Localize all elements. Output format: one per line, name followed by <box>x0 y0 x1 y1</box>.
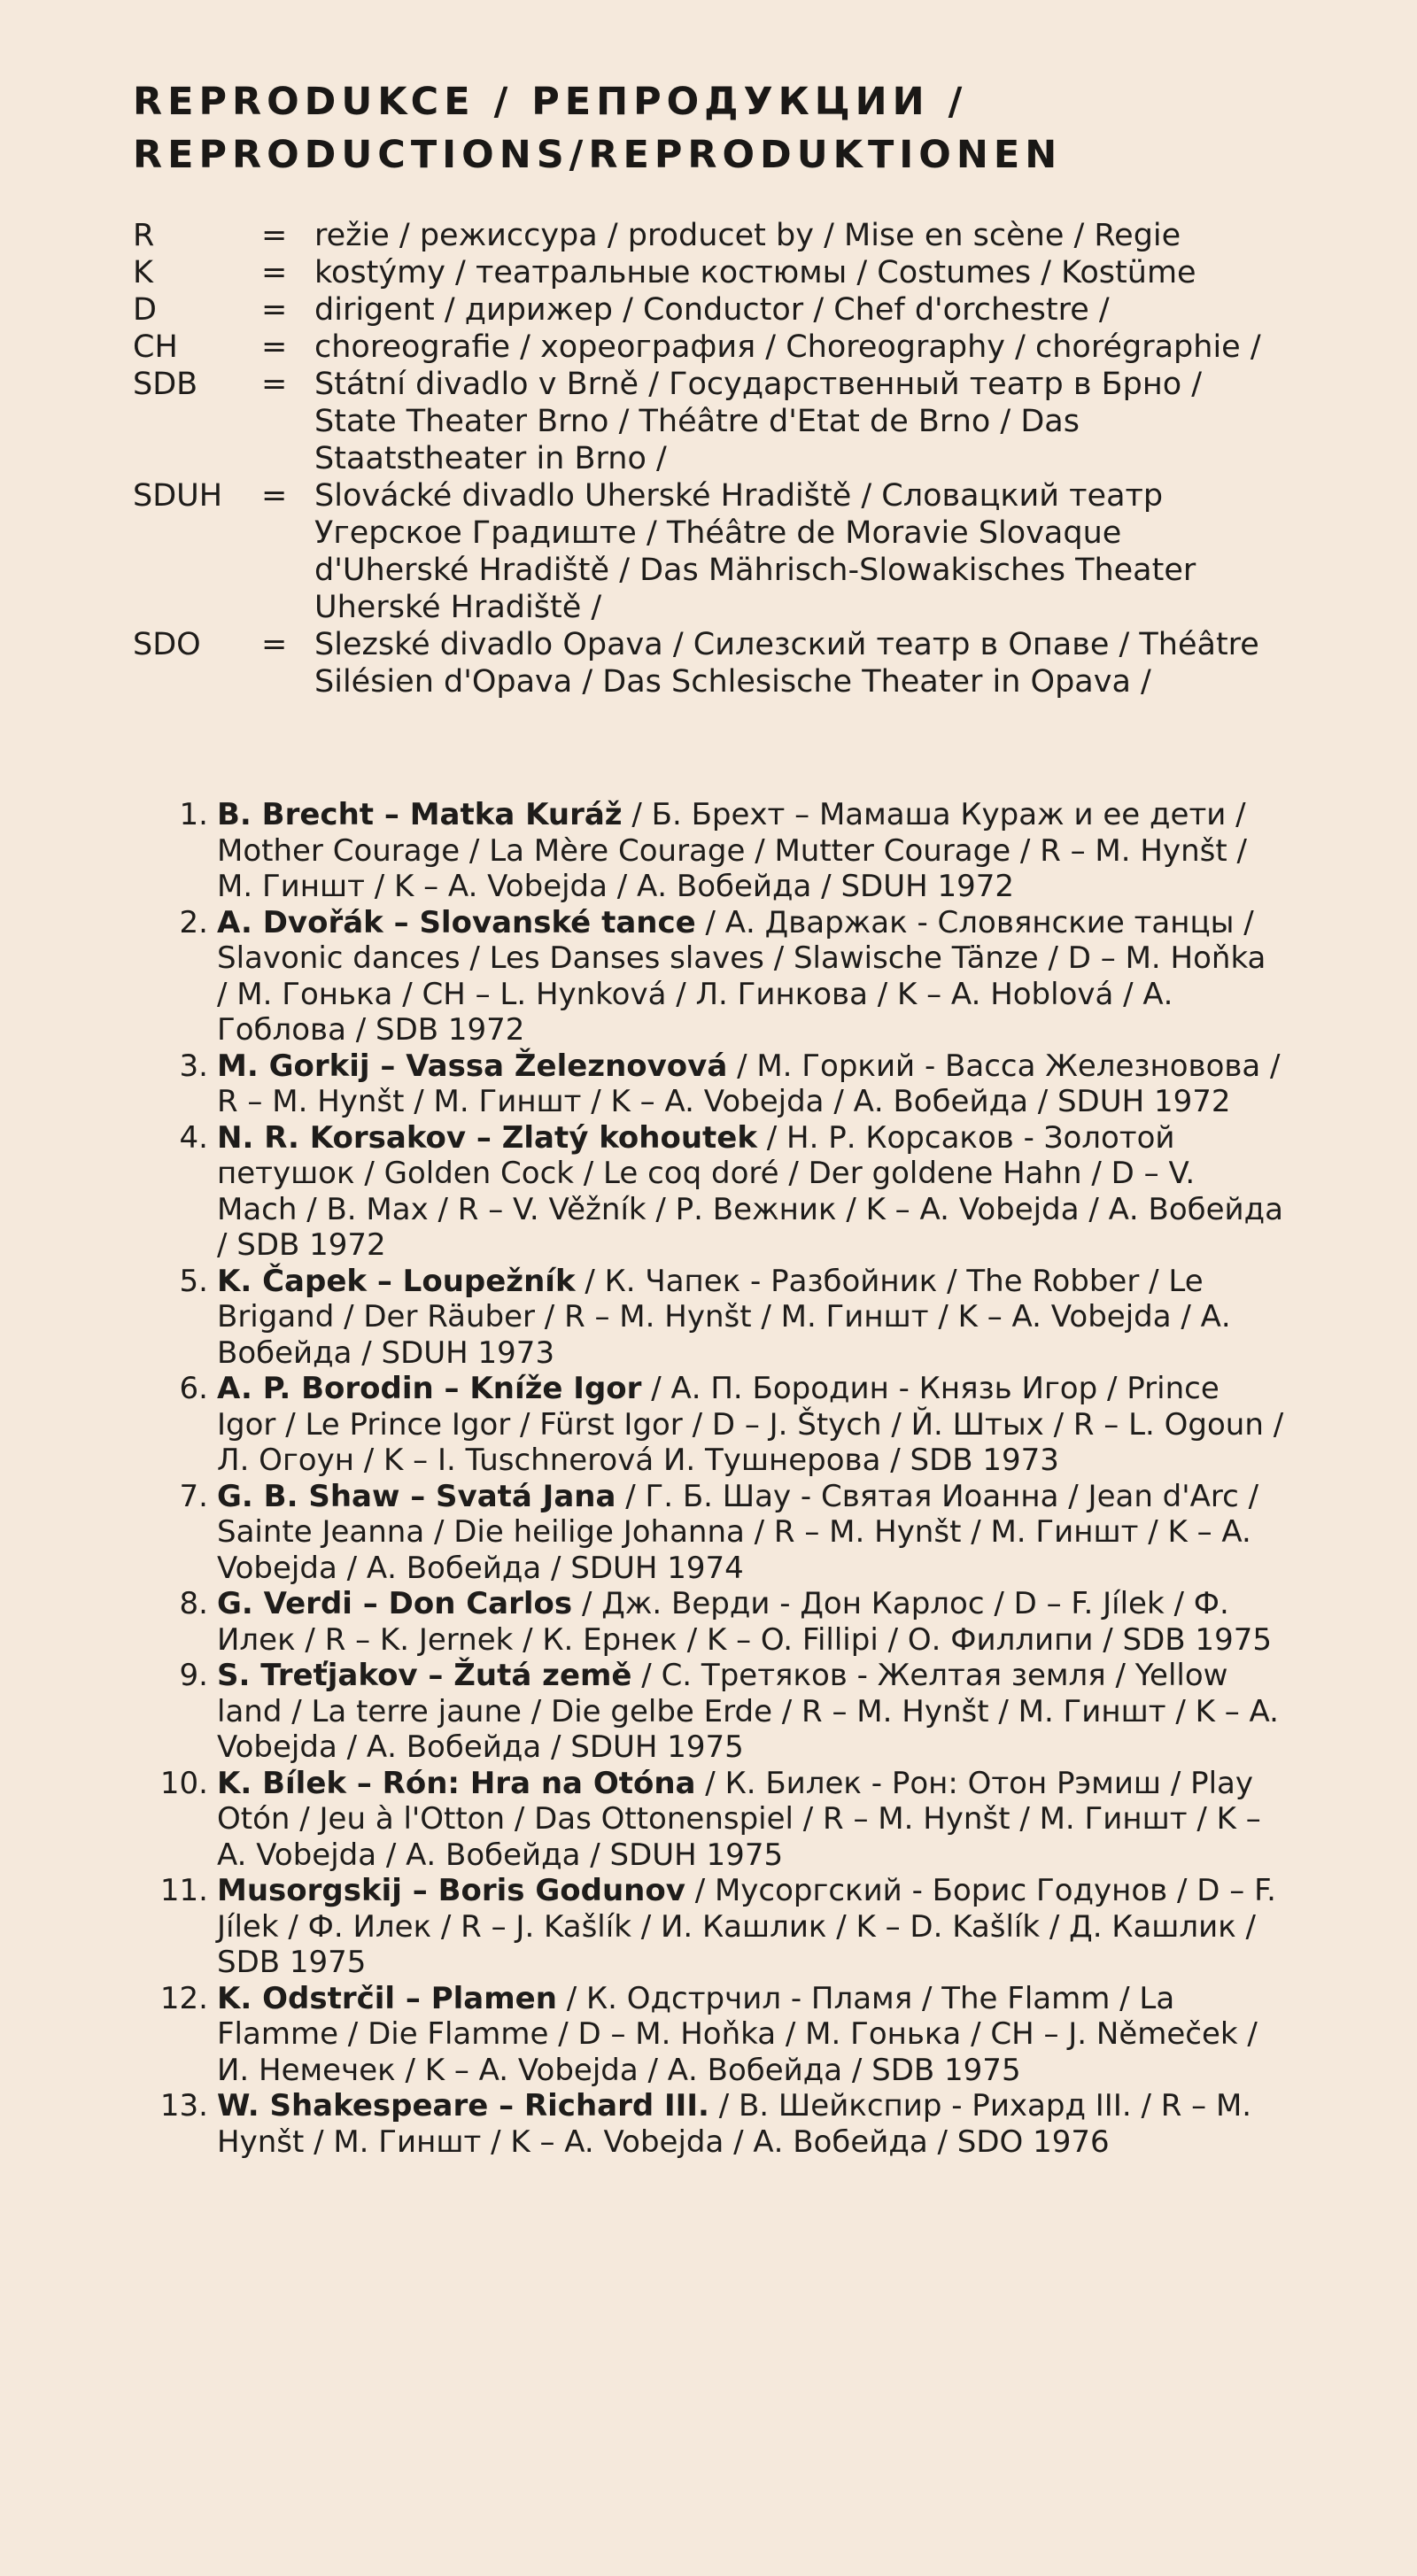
legend-row <box>133 366 1284 477</box>
item-number: 4. <box>179 1119 208 1156</box>
legend-equals: = <box>261 627 288 662</box>
legend-definition: dirigent / дирижер / Conductor / Chef d'orchestre / <box>314 292 1110 328</box>
legend-definition: Slezské divadlo Opava / Силезский театр в Опаве / Théâtre Silésien d'Opava / Das Schlesische Theater in Opava / <box>314 627 1259 700</box>
legend-row <box>133 217 1284 254</box>
abbreviation-legend <box>133 217 1284 700</box>
item-number: 13. <box>159 2088 208 2123</box>
list-item <box>142 1264 1284 1372</box>
list-item <box>142 797 1284 905</box>
legend-definition: Slovácké divadlo Uherské Hradiště / Словацкий театр Угерское Градиште / Théâtre de Moravie Slovaque d'Uherské Hradiště / Das Mährisch-Slowakisches Theater Uherské Hradiště / <box>314 478 1196 625</box>
item-number: 1. <box>179 797 208 832</box>
title-line-1: REPRODUKCE / РЕПРОДУКЦИИ / <box>133 80 968 124</box>
legend-abbr: K <box>133 255 153 290</box>
legend-row <box>133 254 1284 291</box>
title-line-2: REPRODUCTIONS/REPRODUKTIONEN <box>133 133 1063 177</box>
item-details: / Б. Брехт – Мамаша Кураж и ее дети / Mother Courage / La Mère Courage / Mutter Courage / R – M. Hynšt / М. Гиншт / K – A. Vobejda / А. Вобейда / SDUH 1972 <box>217 797 1247 904</box>
page-title <box>133 75 1062 182</box>
legend-row <box>133 626 1284 700</box>
item-number: 3. <box>179 1048 208 1084</box>
reproductions-list <box>142 797 1284 2160</box>
list-item <box>142 1479 1284 1587</box>
item-title: G. B. Shaw – Svatá Jana <box>217 1478 616 1514</box>
item-title: Musorgskij – Boris Godunov <box>217 1873 685 1908</box>
item-details: / Г. Б. Шау - Святая Иоанна / Jean d'Arc / Sainte Jeanna / Die heilige Johanna / R – M. Hynšt / М. Гиншт / K – A. Vobejda / А. Вобейда / SDUH 1974 <box>217 1478 1259 1586</box>
item-details: / Мусоргский - Борис Годунов / D – F. Jílek / Ф. Илек / R – J. Kašlík / И. Кашлик / K – D. Kašlík / Д. Кашлик / SDB 1975 <box>217 1873 1276 1980</box>
list-item <box>142 1873 1284 1981</box>
list-item <box>142 1658 1284 1766</box>
list-item <box>142 1371 1284 1479</box>
item-number: 12. <box>159 1980 208 2016</box>
item-details: / С. Третяков - Желтая земля / Yellow land / La terre jaune / Die gelbe Erde / R – M. Hynšt / М. Гиншт / K – A. Vobejda / А. Вобейда / SDUH 1975 <box>217 1658 1279 1765</box>
list-item <box>142 1766 1284 1874</box>
item-details: / К. Чапек - Разбойник / The Robber / Le Brigand / Der Räuber / R – M. Hynšt / М. Гиншт / K – A. Vobejda / А. Вобейда / SDUH 1973 <box>217 1263 1231 1371</box>
legend-abbr: R <box>133 218 155 253</box>
list-item <box>142 1048 1284 1120</box>
legend-abbr: SDUH <box>133 478 223 514</box>
item-number: 6. <box>179 1371 208 1406</box>
item-number: 7. <box>179 1478 208 1514</box>
legend-abbr: D <box>133 292 157 328</box>
item-details: / Дж. Верди - Дон Карлос / D – F. Jílek / Ф. Илек / R – K. Jernek / К. Ернек / K – O. Fillipi / О. Филлипи / SDB 1975 <box>217 1586 1272 1658</box>
legend-equals: = <box>261 478 288 514</box>
item-number: 2. <box>179 904 208 940</box>
legend-definition: Státní divadlo v Brně / Государственный театр в Брно / State Theater Brno / Théâtre d'Etat de Brno / Das Staatstheater in Brno / <box>314 367 1203 476</box>
legend-definition: choreografie / хореография / Choreography / chorégraphie / <box>314 329 1261 365</box>
item-number: 10. <box>159 1765 208 1801</box>
list-item <box>142 1586 1284 1658</box>
legend-equals: = <box>261 367 288 402</box>
item-details: / А. Дваржак - Словянские танцы / Slavonic dances / Les Danses slaves / Slawische Tänze / D – M. Hoňka / М. Гонька / CH – L. Hynková / Л. Гинкова / K – A. Hoblová / А. Гоблова / SDB 1972 <box>217 904 1266 1048</box>
legend-definition: režie / режиссура / producet by / Mise en scène / Regie <box>314 218 1181 253</box>
list-item <box>142 1981 1284 2089</box>
legend-abbr: SDO <box>133 627 201 662</box>
item-title: M. Gorkij – Vassa Železnovová <box>217 1048 728 1084</box>
legend-equals: = <box>261 292 288 328</box>
item-details: / А. П. Бородин - Князь Игор / Prince Igor / Le Prince Igor / Fürst Igor / D – J. Štych / Й. Штых / R – L. Ogoun / Л. Огоун / K – I. Tuschnerová И. Тушнерова / SDB 1973 <box>217 1371 1284 1478</box>
item-number: 9. <box>179 1658 208 1693</box>
item-number: 8. <box>179 1586 208 1621</box>
legend-row <box>133 291 1284 329</box>
item-title: K. Bílek – Rón: Hra na Otóna <box>217 1765 696 1801</box>
item-details: / В. Шейкспир - Рихард III. / R – M. Hynšt / М. Гиншт / K – A. Vobejda / А. Вобейда / SDO 1976 <box>217 2088 1252 2160</box>
item-title: W. Shakespeare – Richard III. <box>217 2088 709 2123</box>
item-title: K. Čapek – Loupežník <box>217 1263 576 1299</box>
legend-equals: = <box>261 255 288 290</box>
legend-row <box>133 329 1284 366</box>
legend-abbr: CH <box>133 329 178 365</box>
item-title: N. R. Korsakov – Zlatý kohoutek <box>217 1119 757 1156</box>
legend-abbr: SDB <box>133 367 198 402</box>
item-number: 11. <box>159 1873 208 1908</box>
item-details: / М. Горкий - Васса Железновова / R – M. Hynšt / М. Гиншт / K – A. Vobejda / А. Вобейда / SDUH 1972 <box>217 1048 1281 1119</box>
item-details: / К. Билек - Рон: Отон Рэмиш / Play Otón / Jeu à l'Otton / Das Ottonenspiel / R – M. Hynšt / М. Гиншт / K – A. Vobejda / А. Вобейда / SDUH 1975 <box>217 1765 1261 1873</box>
list-item <box>142 1120 1284 1264</box>
list-item <box>142 2088 1284 2160</box>
item-number: 5. <box>179 1263 208 1299</box>
list-item <box>142 905 1284 1048</box>
item-details: / К. Одстрчил - Пламя / The Flamm / La Flamme / Die Flamme / D – M. Hoňka / М. Гонька / CH – J. Němeček / И. Немечек / K – A. Vobejda / А. Вобейда / SDB 1975 <box>217 1980 1258 2088</box>
legend-definition: kostýmy / театральные костюмы / Costumes / Kostüme <box>314 255 1196 290</box>
legend-equals: = <box>261 218 288 253</box>
item-details: / Н. Р. Корсаков - Золотой петушок / Golden Cock / Le coq doré / Der goldene Hahn / D – V. Mach / В. Мах / R – V. Věžník / Р. Вежник / K – A. Vobejda / А. Вобейда / SDB 1972 <box>217 1119 1283 1263</box>
item-title: B. Brecht – Matka Kuráž <box>217 797 623 832</box>
legend-row <box>133 477 1284 626</box>
legend-equals: = <box>261 329 288 365</box>
item-title: G. Verdi – Don Carlos <box>217 1586 573 1621</box>
item-title: A. P. Borodin – Kníže Igor <box>217 1371 642 1406</box>
item-title: S. Treťjakov – Žutá země <box>217 1658 632 1693</box>
item-title: A. Dvořák – Slovanské tance <box>217 904 696 940</box>
item-title: K. Odstrčil – Plamen <box>217 1980 557 2016</box>
